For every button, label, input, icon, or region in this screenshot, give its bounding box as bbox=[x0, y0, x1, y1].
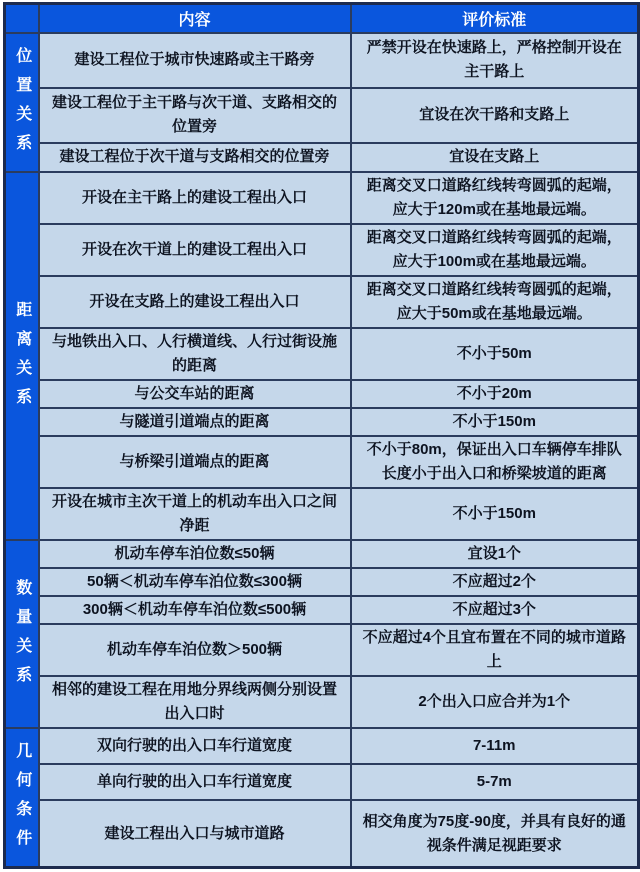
category-label: 几何条件 bbox=[13, 742, 31, 858]
standard-cell: 不小于20m bbox=[351, 380, 639, 408]
content-cell: 机动车停车泊位数≤50辆 bbox=[39, 540, 351, 568]
table-row bbox=[5, 172, 639, 224]
standard-cell: 宜设在次干路和支路上 bbox=[351, 88, 639, 143]
content-cell: 300辆＜机动车停车泊位数≤500辆 bbox=[39, 596, 351, 624]
standard-cell: 不应超过3个 bbox=[351, 596, 639, 624]
table-row bbox=[5, 764, 639, 800]
content-cell: 双向行驶的出入口车行道宽度 bbox=[39, 728, 351, 764]
category-cell-quantity bbox=[5, 540, 39, 728]
standard-cell: 不应超过4个且宜布置在不同的城市道路上 bbox=[351, 624, 639, 676]
content-cell: 与公交车站的距离 bbox=[39, 380, 351, 408]
table-row bbox=[5, 488, 639, 540]
standard-cell: 距离交叉口道路红线转弯圆弧的起端，应大于100m或在基地最远端。 bbox=[351, 224, 639, 276]
content-cell: 50辆＜机动车停车泊位数≤300辆 bbox=[39, 568, 351, 596]
header-corner-cell bbox=[5, 4, 39, 34]
category-label: 距离关系 bbox=[13, 300, 31, 417]
table-row bbox=[5, 88, 639, 143]
category-cell-position bbox=[5, 33, 39, 172]
standard-cell: 严禁开设在快速路上，严格控制开设在主干路上 bbox=[351, 33, 639, 88]
table-row bbox=[5, 143, 639, 173]
content-cell: 建设工程出入口与城市道路 bbox=[39, 800, 351, 868]
table-row bbox=[5, 568, 639, 596]
standard-cell: 相交角度为75度-90度，并具有良好的通视条件满足视距要求 bbox=[351, 800, 639, 868]
content-cell: 建设工程位于次干道与支路相交的位置旁 bbox=[39, 143, 351, 173]
table-row bbox=[5, 436, 639, 488]
header-row bbox=[5, 4, 639, 34]
standard-cell: 不小于50m bbox=[351, 328, 639, 380]
content-cell: 开设在主干路上的建设工程出入口 bbox=[39, 172, 351, 224]
table-row bbox=[5, 676, 639, 728]
content-cell: 开设在城市主次干道上的机动车出入口之间净距 bbox=[39, 488, 351, 540]
table-row bbox=[5, 276, 639, 328]
standard-cell: 距离交叉口道路红线转弯圆弧的起端，应大于120m或在基地最远端。 bbox=[351, 172, 639, 224]
table-row bbox=[5, 328, 639, 380]
content-cell: 开设在次干道上的建设工程出入口 bbox=[39, 224, 351, 276]
table-row bbox=[5, 728, 639, 764]
content-cell: 建设工程位于主干路与次干道、支路相交的位置旁 bbox=[39, 88, 351, 143]
content-cell: 建设工程位于城市快速路或主干路旁 bbox=[39, 33, 351, 88]
standard-cell: 2个出入口应合并为1个 bbox=[351, 676, 639, 728]
standard-cell: 7-11m bbox=[351, 728, 639, 764]
category-label: 数量关系 bbox=[13, 578, 31, 695]
table-row bbox=[5, 224, 639, 276]
content-cell: 与地铁出入口、人行横道线、人行过街设施的距离 bbox=[39, 328, 351, 380]
standard-cell: 宜设在支路上 bbox=[351, 143, 639, 173]
standard-cell: 不小于80m，保证出入口车辆停车排队长度小于出入口和桥梁坡道的距离 bbox=[351, 436, 639, 488]
content-cell: 与桥梁引道端点的距离 bbox=[39, 436, 351, 488]
table-row bbox=[5, 596, 639, 624]
header-cell-standard: 评价标准 bbox=[351, 4, 639, 34]
standard-cell: 不应超过2个 bbox=[351, 568, 639, 596]
header-cell-content: 内容 bbox=[39, 4, 351, 34]
standard-cell: 距离交叉口道路红线转弯圆弧的起端，应大于50m或在基地最远端。 bbox=[351, 276, 639, 328]
content-cell: 机动车停车泊位数＞500辆 bbox=[39, 624, 351, 676]
content-cell: 与隧道引道端点的距离 bbox=[39, 408, 351, 436]
standard-cell: 不小于150m bbox=[351, 488, 639, 540]
table-row bbox=[5, 380, 639, 408]
content-cell: 开设在支路上的建设工程出入口 bbox=[39, 276, 351, 328]
category-label: 位置关系 bbox=[13, 47, 31, 163]
category-cell-geometry bbox=[5, 728, 39, 868]
table-row bbox=[5, 540, 639, 568]
standard-cell: 不小于150m bbox=[351, 408, 639, 436]
content-cell: 单向行驶的出入口车行道宽度 bbox=[39, 764, 351, 800]
standard-cell: 5-7m bbox=[351, 764, 639, 800]
standard-cell: 宜设1个 bbox=[351, 540, 639, 568]
category-cell-distance bbox=[5, 172, 39, 540]
evaluation-table bbox=[3, 2, 640, 869]
content-cell: 相邻的建设工程在用地分界线两侧分别设置出入口时 bbox=[39, 676, 351, 728]
table-row bbox=[5, 33, 639, 88]
table-row bbox=[5, 624, 639, 676]
table-row bbox=[5, 800, 639, 868]
table-row bbox=[5, 408, 639, 436]
